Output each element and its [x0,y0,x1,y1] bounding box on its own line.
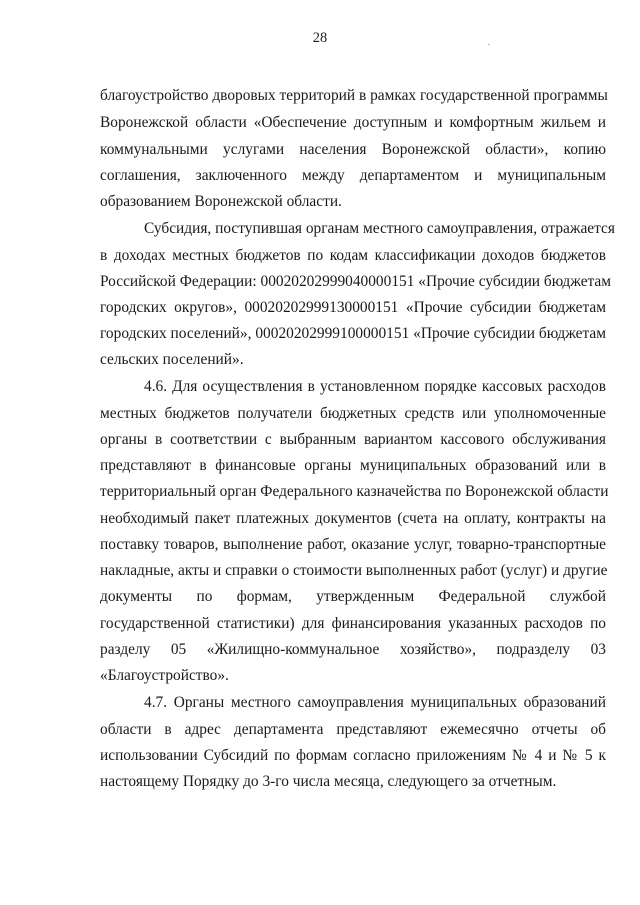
text-line: городских поселений», 00020202999100000151 «Прочие субсидии бюджетам [100,325,606,342]
text-line: территориальный орган Федерального казначейства по Воронежской области [100,483,609,500]
paragraph-first-line: 4.7. Органы местного самоуправления муниципальных образований [144,694,606,711]
paragraph-first-line: 4.6. Для осуществления в установленном порядке кассовых расходов [144,378,606,395]
text-line: местных бюджетов получатели бюджетных средств или уполномоченные [100,405,606,422]
paragraph-first-line: Субсидия, поступившая органам местного самоуправления, отражается [144,220,615,237]
text-line: органы в соответствии с выбранным вариантом кассового обслуживания [100,431,606,448]
text-line: разделу 05 «Жилищно-коммунальное хозяйство», подразделу 03 [100,641,606,658]
text-line: городских округов», 00020202999130000151 «Прочие субсидии бюджетам [100,299,606,316]
text-line: необходимый пакет платежных документов (счета на оплату, контракты на [100,510,606,527]
text-line: использовании Субсидий по формам согласно приложениям № 4 и № 5 к [100,747,606,764]
page-number: 28 [312,30,328,46]
text-line: образованием Воронежской области. [100,193,342,210]
text-line: в доходах местных бюджетов по кодам классификации доходов бюджетов [100,247,606,264]
text-line: Российской Федерации: 00020202999040000151 «Прочие субсидии бюджетам [100,273,612,290]
text-line: поставку товаров, выполнение работ, оказание услуг, товарно-транспортные [100,536,606,553]
text-line: области в адрес департамента представляют ежемесячно отчеты об [100,721,606,738]
text-line: накладные, акты и справки о стоимости выполненных работ (услуг) и другие [100,562,608,579]
text-line: государственной статистики) для финансирования указанных расходов по [100,615,606,632]
text-line: сельских поселений». [100,351,244,368]
text-line: «Благоустройство». [100,667,229,684]
text-line: коммунальными услугами населения Воронежской области», копию [100,141,606,158]
scan-speck [488,44,490,45]
text-line: Воронежской области «Обеспечение доступным и комфортным жильем и [100,114,606,131]
text-line: соглашения, заключенного между департаментом и муниципальным [100,167,606,184]
text-line: настоящему Порядку до 3-го числа месяца, следующего за отчетным. [100,773,557,790]
text-line: документы по формам, утвержденным Федеральной службой [100,588,606,605]
text-line: благоустройство дворовых территорий в рамках государственной программы [100,87,608,104]
text-line: представляют в финансовые органы муниципальных образований или в [100,457,606,474]
